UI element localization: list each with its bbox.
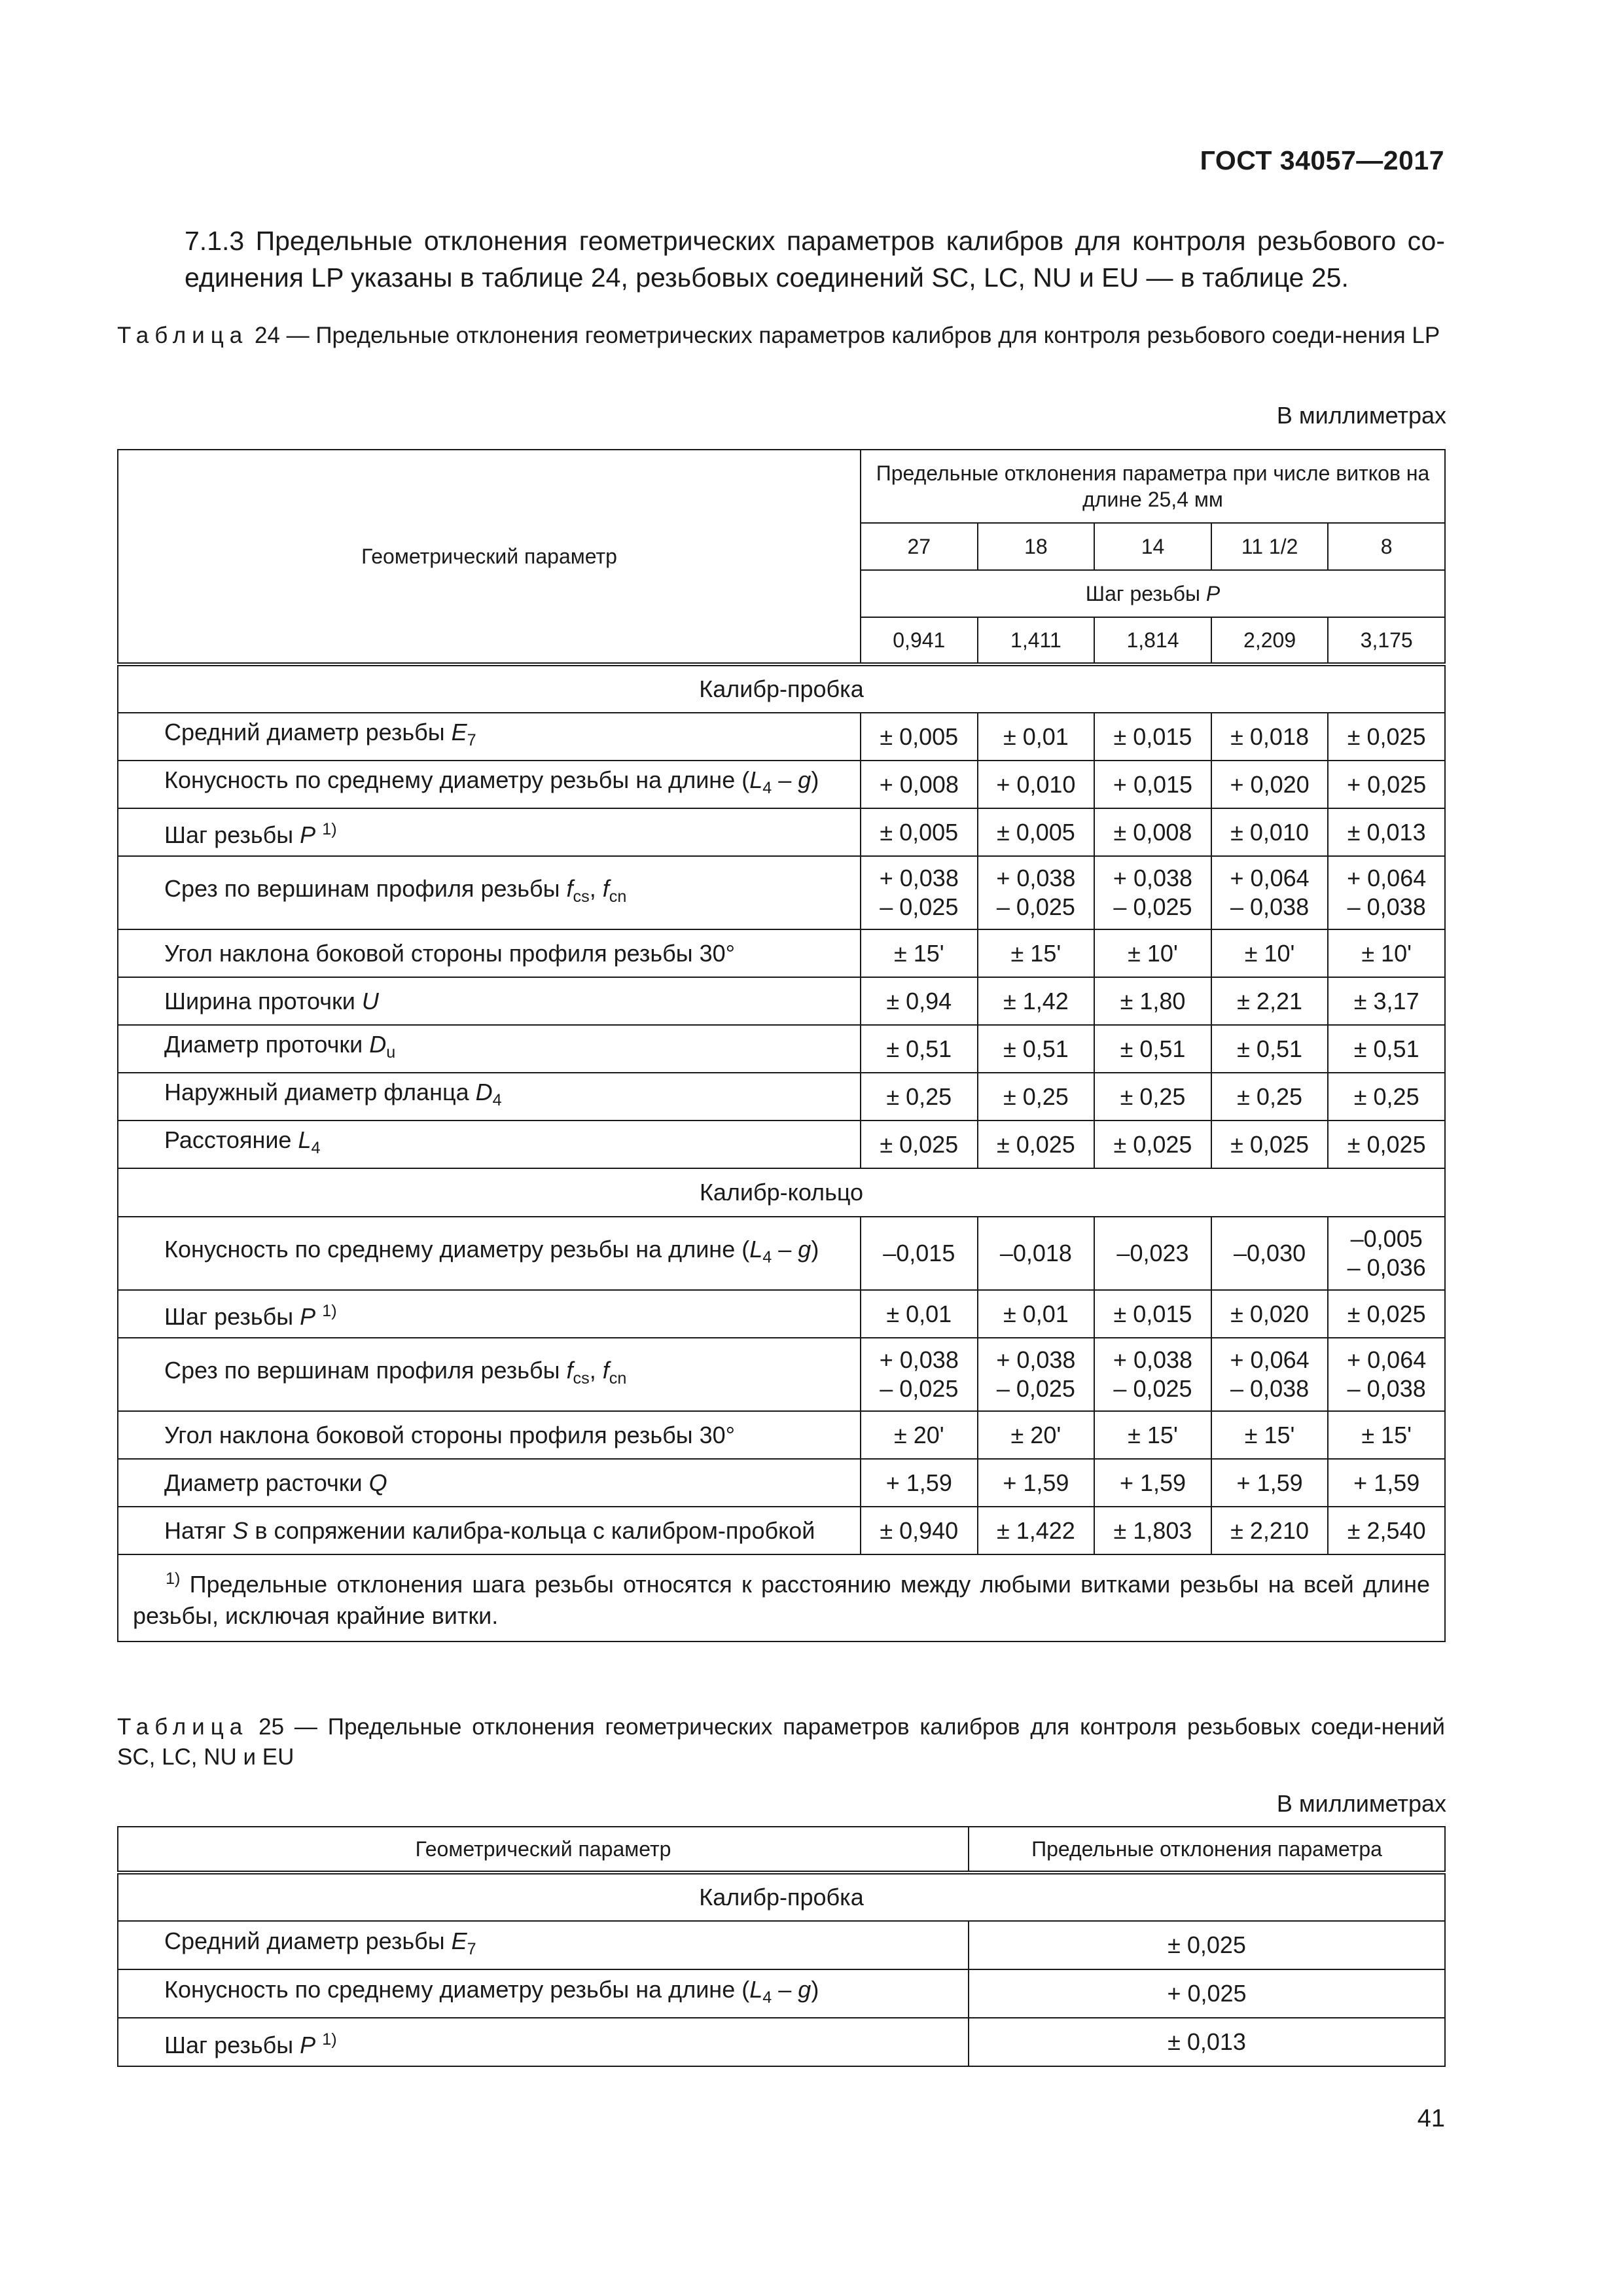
parameter-cell: Расстояние $L_4$ [118,1121,861,1168]
value-cell: ± 0,51 [1094,1025,1211,1073]
parameter-cell: Срез по вершинам профиля резьбы $f_{cs}$, $f_{cn}$ [118,1338,861,1411]
value-cell: ± 15' [1328,1411,1445,1459]
value-cell: + 1,59 [1211,1459,1329,1507]
thread-count: 8 [1328,523,1445,570]
value-cell: + 0,015 [1094,761,1211,808]
value-cell: ± 15' [1211,1411,1329,1459]
parameter-cell: Конусность по среднему диаметру резьбы на длине $(L_4 - g)$ [118,1217,861,1290]
value-cell: ± 2,210 [1211,1507,1329,1554]
parameter-cell: Угол наклона боковой стороны профиля резьбы 30° [118,929,861,977]
parameter-cell: Средний диаметр резьбы $E_7$ [118,713,861,761]
value-cell: ± 0,25 [861,1073,978,1121]
table24-units: В миллиметрах [1276,402,1446,429]
pitch-header: Шаг резьбы P [861,570,1445,617]
value-cell: + 0,008 [861,761,978,808]
col-header-parameter: Геометрический параметр [118,1827,969,1873]
value-cell: + 0,010 [978,761,1095,808]
value-cell: ± 0,013 [1328,808,1445,856]
table-row [118,1921,1445,1969]
table-row [118,761,1445,808]
value-cell: + 0,038 – 0,025 [978,1338,1095,1411]
value-cell: ± 0,015 [1094,1290,1211,1338]
value-cell: ± 0,025 [978,1121,1095,1168]
parameter-cell: Натяг S в сопряжении калибра-кольца с калибром-пробкой [118,1507,861,1554]
value-cell: + 1,59 [1328,1459,1445,1507]
value-cell: + 0,064 – 0,038 [1328,856,1445,929]
value-cell: ± 0,01 [978,713,1095,761]
table-row [118,1411,1445,1459]
section-plug-gauge: Калибр-пробка [118,1873,1445,1921]
parameter-cell: Конусность по среднему диаметру резьбы на длине $(L_4 - g)$ [118,1969,969,2018]
table24-caption: Таблица 24 — Предельные отклонения геометрических параметров калибров для контроля резьбового соеди-нения LP [117,323,1440,348]
value-cell: + 0,038 – 0,025 [1094,1338,1211,1411]
table-24 [117,449,1446,1642]
value-cell: –0,005 – 0,036 [1328,1217,1445,1290]
value-cell: ± 15' [1094,1411,1211,1459]
value-cell: ± 3,17 [1328,977,1445,1025]
value-cell: ± 0,25 [1094,1073,1211,1121]
value-cell: ± 1,803 [1094,1507,1211,1554]
value-cell: ± 0,51 [1211,1025,1329,1073]
value-cell: ± 10' [1094,929,1211,977]
parameter-cell: Конусность по среднему диаметру резьбы на длине $(L_4 - g)$ [118,761,861,808]
col-header-parameter: Геометрический параметр [118,450,861,664]
parameter-cell: Диаметр расточки Q [118,1459,861,1507]
value-cell: + 1,59 [978,1459,1095,1507]
value-cell: ± 0,025 [1328,1121,1445,1168]
value-cell: ± 0,005 [861,808,978,856]
value-cell: ± 0,51 [978,1025,1095,1073]
table-row [118,1290,1445,1338]
thread-count: 27 [861,523,978,570]
value-cell: ± 0,25 [978,1073,1095,1121]
pitch-value: 1,814 [1094,617,1211,664]
value-cell: ± 0,005 [978,808,1095,856]
parameter-cell: Срез по вершинам профиля резьбы $f_{cs}$, $f_{cn}$ [118,856,861,929]
value-cell: ± 15' [861,929,978,977]
value-cell: ± 1,80 [1094,977,1211,1025]
section-ring-gauge: Калибр-кольцо [118,1168,1445,1217]
value-cell: + 0,038 – 0,025 [861,856,978,929]
value-cell: ± 1,42 [978,977,1095,1025]
standard-code: ГОСТ 34057—2017 [1200,145,1444,175]
value-cell: ± 0,51 [861,1025,978,1073]
value-cell: + 0,025 [1328,761,1445,808]
table-row [118,1217,1445,1290]
value-cell: ± 0,25 [1211,1073,1329,1121]
value-cell: ± 0,025 [1328,713,1445,761]
table25-units: В миллиметрах [1276,1790,1446,1817]
table-row [118,1025,1445,1073]
value-cell: ± 1,422 [978,1507,1095,1554]
value-cell: + 1,59 [1094,1459,1211,1507]
value-cell: ± 2,21 [1211,977,1329,1025]
table-row [118,929,1445,977]
table-row [118,713,1445,761]
value-cell: ± 0,008 [1094,808,1211,856]
value-cell: ± 0,01 [978,1290,1095,1338]
value-cell: ± 0,015 [1094,713,1211,761]
value-cell: ± 0,020 [1211,1290,1329,1338]
value-cell: ± 0,025 [1328,1290,1445,1338]
parameter-cell: Шаг резьбы P $^{1)}$ [118,2018,969,2066]
value-cell: ± 0,025 [1211,1121,1329,1168]
col-header-deviation: Предельные отклонения параметра [969,1827,1445,1873]
value-cell: + 0,038 – 0,025 [1094,856,1211,929]
col-header-group: Предельные отклонения параметра при числе витков на длине 25,4 мм [861,450,1445,523]
value-cell: ± 2,540 [1328,1507,1445,1554]
value-cell: ± 20' [861,1411,978,1459]
parameter-cell: Шаг резьбы P $^{1)}$ [118,808,861,856]
value-cell: ± 0,25 [1328,1073,1445,1121]
value-cell: ± 10' [1211,929,1329,977]
value-cell: ± 0,025 [861,1121,978,1168]
value-cell: –0,015 [861,1217,978,1290]
thread-count: 14 [1094,523,1211,570]
value-cell: ± 20' [978,1411,1095,1459]
parameter-cell: Наружный диаметр фланца $D_4$ [118,1073,861,1121]
table-row [118,1073,1445,1121]
value-cell: ± 0,018 [1211,713,1329,761]
value-cell: + 0,038 – 0,025 [978,856,1095,929]
value-cell: ± 0,94 [861,977,978,1025]
parameter-cell: Средний диаметр резьбы $E_7$ [118,1921,969,1969]
table-row [118,1459,1445,1507]
page-number: 41 [1417,2105,1445,2132]
table-row [118,1338,1445,1411]
parameter-cell: Шаг резьбы P $^{1)}$ [118,1290,861,1338]
pitch-value: 1,411 [978,617,1095,664]
value-cell: ± 0,01 [861,1290,978,1338]
pitch-value: 2,209 [1211,617,1329,664]
intro-paragraph: 7.1.3 Предельные отклонения геометрических параметров калибров для контроля резьбового со-единения LP указаны в таблице 24, резьбовых соединений SC, LC, NU и EU — в таблице 25. [185,226,1445,293]
value-cell: –0,018 [978,1217,1095,1290]
thread-count: 18 [978,523,1095,570]
value-cell: + 0,064 – 0,038 [1328,1338,1445,1411]
table-25 [117,1826,1446,2067]
value-cell: ± 0,010 [1211,808,1329,856]
table-row [118,2018,1445,2066]
value-cell: ± 0,940 [861,1507,978,1554]
table-row [118,1121,1445,1168]
thread-count: 11 1/2 [1211,523,1329,570]
value-cell: ± 0,51 [1328,1025,1445,1073]
value-cell: + 0,064 – 0,038 [1211,1338,1329,1411]
value-cell: ± 0,005 [861,713,978,761]
value-cell: ± 0,025 [1094,1121,1211,1168]
value-cell: ± 10' [1328,929,1445,977]
value-cell: –0,030 [1211,1217,1329,1290]
parameter-cell: Диаметр проточки $D_u$ [118,1025,861,1073]
value-cell: –0,023 [1094,1217,1211,1290]
value-cell: ± 0,025 [969,1921,1445,1969]
value-cell: + 0,064 – 0,038 [1211,856,1329,929]
value-cell: ± 15' [978,929,1095,977]
table-row [118,808,1445,856]
value-cell: ± 0,013 [969,2018,1445,2066]
value-cell: + 1,59 [861,1459,978,1507]
value-cell: + 0,020 [1211,761,1329,808]
table-row [118,856,1445,929]
value-cell: + 0,025 [969,1969,1445,2018]
table25-caption: Таблица 25 — Предельные отклонения геометрических параметров калибров для контроля резьбовых соеди-нений SC, LC, NU и EU [117,1714,1445,1770]
value-cell: + 0,038 – 0,025 [861,1338,978,1411]
section-plug-gauge: Калибр-пробка [118,664,1445,713]
pitch-value: 3,175 [1328,617,1445,664]
parameter-cell: Угол наклона боковой стороны профиля резьбы 30° [118,1411,861,1459]
pitch-value: 0,941 [861,617,978,664]
table-row [118,1507,1445,1554]
table-row [118,977,1445,1025]
parameter-cell: Ширина проточки U [118,977,861,1025]
table24-footnote: $^{1)}$ Предельные отклонения шага резьбы относятся к расстоянию между любыми витками резьбы на всей длине резьбы, исключая крайние витки. [118,1554,1445,1641]
table-row [118,1969,1445,2018]
